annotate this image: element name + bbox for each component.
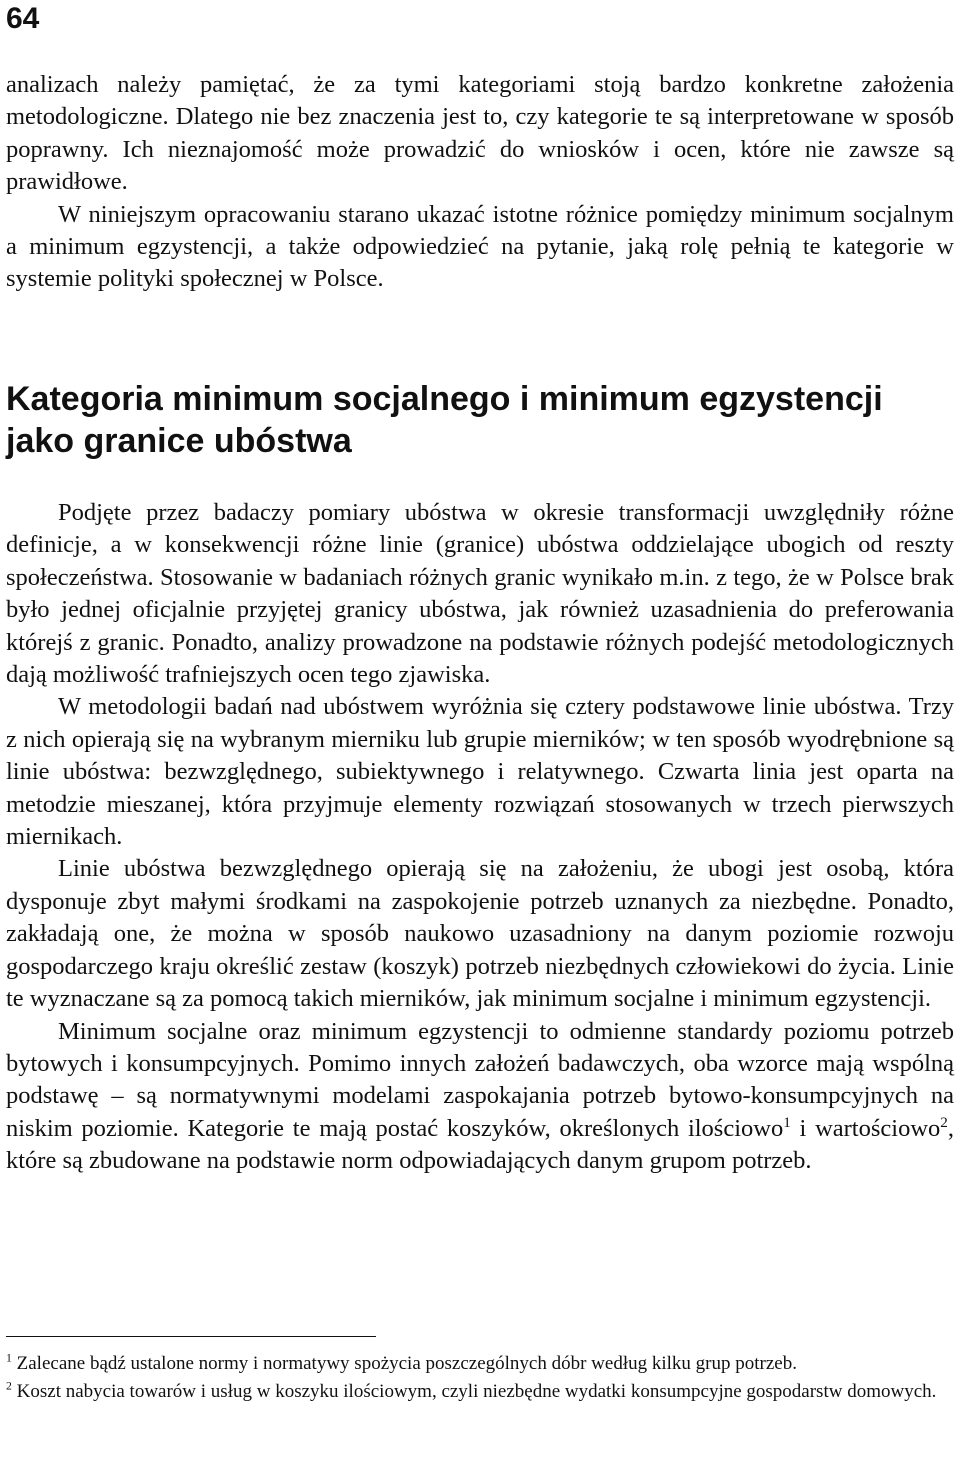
footnote-text: Zalecane bądź ustalone normy i normatywy spożycia poszczególnych dóbr według kilku grup potrzeb. bbox=[11, 1353, 797, 1374]
body-paragraph: Podjęte przez badaczy pomiary ubóstwa w okresie transformacji uwzględniły różne definicje, a w konsekwencji różne linie (granice) ubóstwa oddzielające ubogich od reszty społeczeństwa. Stosowanie w badaniach różnych granic wynikało m.in. z tego, że w Polsce brak było jednej oficjalnie przyjętej granicy ubóstwa, jak również uzasadnienia do preferowania którejś z granic. Ponadto, analizy prowadzone na podstawie różnych podejść metodologicznych dają możliwość trafniejszych ocen tego zjawiska. bbox=[6, 499, 954, 689]
section-heading: Kategoria minimum socjalnego i minimum egzystencji jako granice ubóstwa bbox=[6, 380, 883, 460]
footnotes bbox=[6, 1350, 956, 1406]
body-paragraph: W metodologii badań nad ubóstwem wyróżnia się cztery podstawowe linie ubóstwa. Trzy z nich opierają się na wybranym mierniku lub grupie mierników; w ten sposób wyodrębnione są linie ubóstwa: bezwzględnego, subiektywnego i relatywnego. Czwarta linia jest oparta na metodzie mieszanej, która przyjmuje elementy rozwiązań stosowanych w trzech pierwszych miernikach. bbox=[6, 693, 954, 851]
intro-section bbox=[6, 69, 954, 296]
footnote bbox=[6, 1350, 956, 1378]
footnote-ref[interactable]: 2 bbox=[940, 1113, 948, 1131]
body-paragraph: Linie ubóstwa bezwzględnego opierają się na założeniu, że ubogi jest osobą, która dysponuje zbyt małymi środkami na zaspokojenie potrzeb uznanych za niezbędne. Ponadto, zakładają one, że można w sposób naukowo uzasadniony na danym poziomie rozwoju gospodarczego kraju określić zestaw (koszyk) potrzeb niezbędnych człowiekowi do życia. Linie te wyznaczane są za pomocą takich mierników, jak minimum socjalne i minimum egzystencji. bbox=[6, 855, 954, 1013]
body-paragraph bbox=[6, 1016, 954, 1178]
section-body bbox=[6, 497, 954, 1178]
footnote-text: Koszt nabycia towarów i usług w koszyku ilościowym, czyli niezbędne wydatki konsumpcyjne gospodarstw domowych. bbox=[11, 1381, 937, 1402]
footnote bbox=[6, 1378, 956, 1406]
footnote-divider bbox=[6, 1336, 376, 1337]
footnote-number: 1 bbox=[6, 1351, 12, 1365]
paragraph-text: , które są zbudowane na podstawie norm odpowiadających danym grupom potrzeb. bbox=[6, 1114, 954, 1175]
footnote-ref[interactable]: 1 bbox=[783, 1113, 791, 1131]
intro-paragraph: analizach należy pamiętać, że za tymi kategoriami stoją bardzo konkretne założenia metodologiczne. Dlatego nie bez znaczenia jest to, czy kategorie te są interpretowane w sposób poprawny. Ich nieznajomość może prowadzić do wniosków i ocen, które nie zawsze są prawidłowe. bbox=[6, 71, 954, 196]
paragraph-text: Minimum socjalne oraz minimum egzystencji to odmienne standardy poziomu potrzeb bytowych i konsumpcyjnych. Pomimo innych założeń badawczych, oba wzorce mają wspólną podstawę – są normatywnymi modelami zaspokajania potrzeb bytowo-konsumpcyjnych na niskim poziomie. Kategorie te mają postać koszyków, określonych ilościowo bbox=[6, 1017, 954, 1142]
page-number: 64 bbox=[6, 2, 40, 35]
footnote-number: 2 bbox=[6, 1379, 12, 1393]
paragraph-text: i wartościowo bbox=[790, 1114, 941, 1142]
intro-paragraph: W niniejszym opracowaniu starano ukazać istotne różnice pomiędzy minimum socjalnym a minimum egzystencji, a także odpowiedzieć na pytanie, jaką rolę pełnią te kategorie w systemie polityki społecznej w Polsce. bbox=[6, 200, 954, 293]
